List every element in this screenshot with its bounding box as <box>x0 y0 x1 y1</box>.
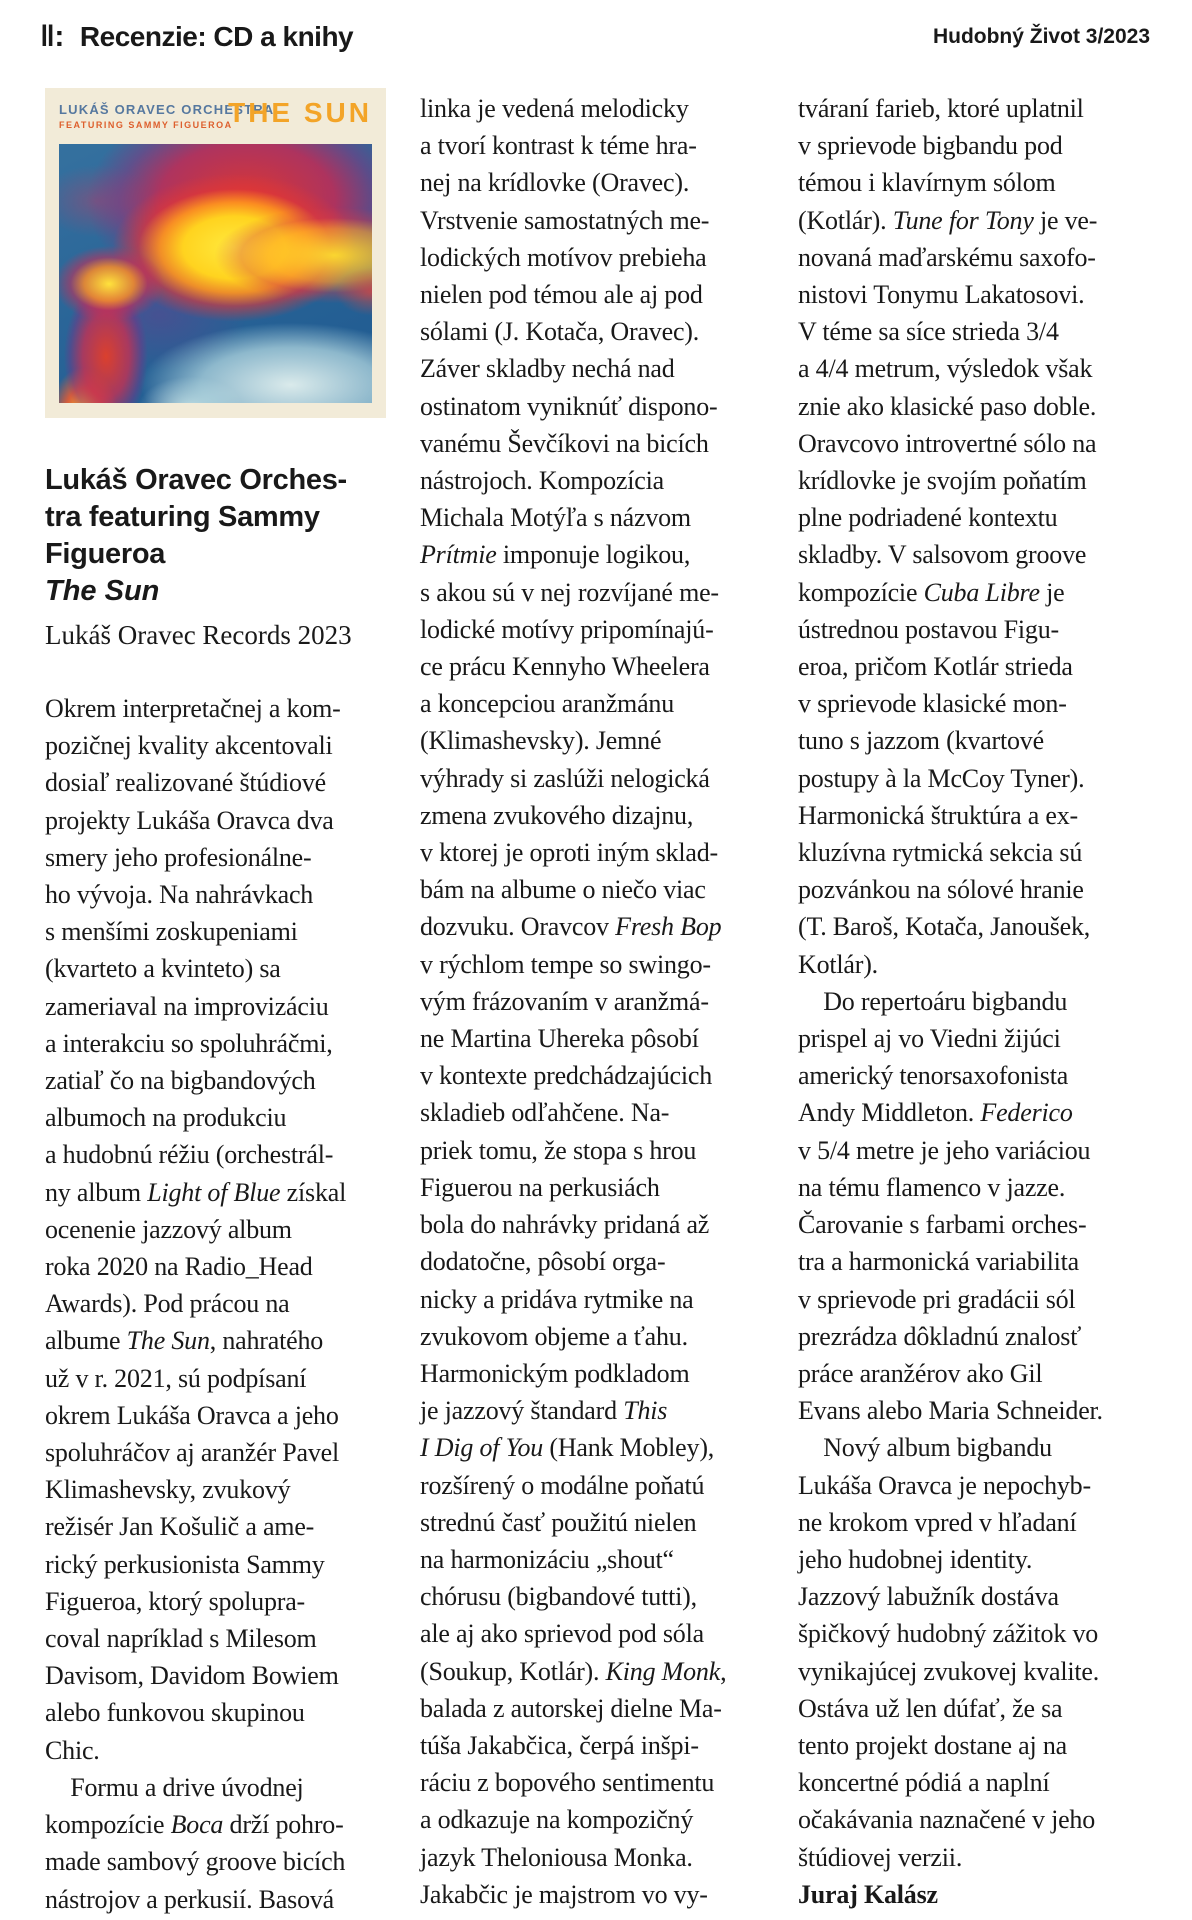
text-line: sólami (J. Kotača, Oravec). <box>420 317 700 347</box>
text-line: spoluhráčov aj aranžér Pavel <box>45 1438 339 1468</box>
text-line: v kontexte predchádzajúcich <box>420 1061 713 1091</box>
text-line: ráciu z bopového sentimentu <box>420 1768 715 1798</box>
text-line: na harmonizáciu „shout“ <box>420 1544 674 1574</box>
text-line: Davisom, Davidom Bowiem <box>45 1661 339 1691</box>
text-line: smery jeho profesionálne- <box>45 842 312 872</box>
text-line: na tému flamenco v jazze. <box>798 1172 1066 1202</box>
text-line: režisér Jan Košulič a ame- <box>45 1512 315 1542</box>
text-line: lodické motívy pripomínajú- <box>420 614 714 644</box>
text-line: špičkový hudobný zážitok vo <box>798 1619 1099 1649</box>
text-line: ocenenie jazzový album <box>45 1214 292 1244</box>
section-header <box>40 20 353 54</box>
text-line: dosiaľ realizované štúdiové <box>45 768 326 798</box>
text-line: bám na albume o niečo viac <box>420 875 706 905</box>
text-line: zatiaľ čo na bigbandových <box>45 1066 316 1096</box>
text-line: a odkazuje na kompozičný <box>420 1805 694 1835</box>
text-line: Michala Motýľa s názvom <box>420 503 691 533</box>
text-line: Figueroa <box>45 538 166 570</box>
text-line: (Kotlár). Tune for Tony je ve- <box>798 205 1098 235</box>
text-line: práce aranžérov ako Gil <box>798 1358 1043 1388</box>
text-line: očakávania naznačené v jeho <box>798 1805 1096 1835</box>
text-line: chórusu (bigbandové tutti), <box>420 1582 697 1612</box>
text-line: tra featuring Sammy <box>45 501 320 533</box>
album-cover <box>45 88 386 418</box>
text-line: Harmonická štruktúra a ex- <box>798 800 1078 830</box>
text-line: Nový album bigbandu <box>798 1433 1052 1463</box>
text-line: tváraní farieb, ktoré uplatnil <box>798 94 1084 123</box>
text-line: lodických motívov prebieha <box>420 242 707 272</box>
text-line: zmena zvukového dizajnu, <box>420 800 694 830</box>
text-line: Kotlár). <box>798 949 878 979</box>
text-line: krídlovke je svojím poňatím <box>798 466 1087 496</box>
section-title: Recenzie: CD a knihy <box>79 21 354 52</box>
text-line: ne krokom vpred v hľadaní <box>798 1507 1077 1537</box>
text-line: vým frázovaním v aranžmá- <box>420 986 709 1016</box>
text-line: ostinatom vyniknúť dispono- <box>420 391 718 421</box>
cover-thermal-photo <box>59 144 372 403</box>
text-line: Formu a drive úvodnej <box>45 1772 304 1802</box>
text-line: okrem Lukáša Oravca a jeho <box>45 1400 339 1430</box>
album-title: The Sun <box>45 575 160 607</box>
text-line: nástrojoch. Kompozícia <box>420 466 664 496</box>
text-line: kompozície Cuba Libre je <box>798 577 1065 607</box>
text-line: zameriaval na improvizáciu <box>45 991 329 1021</box>
text-line: nej na krídlovke (Oravec). <box>420 168 690 198</box>
text-line: a hudobnú réžiu (orchestrál- <box>45 1140 334 1170</box>
text-line: ale aj ako sprievod pod sóla <box>420 1619 704 1649</box>
text-line: témou i klavírnym sólom <box>798 168 1056 198</box>
text-line: Harmonickým podkladom <box>420 1358 690 1388</box>
text-line: skladby. V salsovom groove <box>798 540 1087 570</box>
text-column-2 <box>420 90 770 1913</box>
text-line: jazyk Theloniousa Monka. <box>420 1842 693 1872</box>
text-line: ne Martina Uhereka pôsobí <box>420 1024 699 1054</box>
text-line: kompozície Boca drží pohro- <box>45 1810 344 1840</box>
text-line: albume The Sun, nahratého <box>45 1326 324 1356</box>
cover-artist-name: LUKÁŠ ORAVEC ORCHESTRA <box>59 102 275 117</box>
text-line: Juraj Kalász <box>798 1879 938 1909</box>
text-line: (Soukup, Kotlár). King Monk, <box>420 1656 727 1686</box>
text-line: v sprievode klasické mon- <box>798 689 1067 719</box>
text-line: v rýchlom tempe so swingo- <box>420 949 711 979</box>
text-line: Chic. <box>45 1735 100 1765</box>
text-line: Evans alebo Maria Schneider. <box>798 1396 1103 1426</box>
text-line: tento projekt dostane aj na <box>798 1730 1067 1760</box>
text-line: vynikajúcej zvukovej kvalite. <box>798 1656 1100 1686</box>
text-line: ústrednou postavou Figu- <box>798 614 1059 644</box>
text-line: Okrem interpretačnej a kom- <box>45 694 341 723</box>
text-line: americký tenorsaxofonista <box>798 1061 1069 1091</box>
text-line: a 4/4 metrum, výsledok však <box>798 354 1093 384</box>
text-line: Figuerou na perkusiách <box>420 1172 660 1202</box>
text-line: ce prácu Kennyho Wheelera <box>420 652 710 682</box>
text-line: nistovi Tonymu Lakatosovi. <box>798 280 1085 310</box>
text-line: Figueroa, ktorý spolupra- <box>45 1586 306 1616</box>
text-line: Vrstvenie samostatných me- <box>420 205 710 235</box>
text-line: tuno s jazzom (kvartové <box>798 726 1044 756</box>
text-line: Andy Middleton. Federico <box>798 1098 1073 1128</box>
text-line: balada z autorskej dielne Ma- <box>420 1693 722 1723</box>
text-line: Prítmie imponuje logikou, <box>420 540 691 570</box>
text-line: Do repertoáru bigbandu <box>798 986 1068 1016</box>
text-line: strednú časť použitú nielen <box>420 1507 697 1537</box>
text-line: nielen pod témou ale aj pod <box>420 280 703 310</box>
text-line: túša Jakabčica, čerpá inšpi- <box>420 1730 699 1760</box>
text-line: novaná maďarskému saxofo- <box>798 242 1096 272</box>
text-line: V téme sa síce strieda 3/4 <box>798 317 1059 347</box>
text-line: albumoch na produkciu <box>45 1103 287 1133</box>
text-line: prispel aj vo Viedni žijúci <box>798 1024 1061 1054</box>
text-line: Lukáša Oravca je nepochyb- <box>798 1470 1091 1500</box>
text-line: jeho hudobnej identity. <box>798 1544 1033 1574</box>
text-line: rozšírený o modálne poňatú <box>420 1470 705 1500</box>
text-line: rický perkusionista Sammy <box>45 1549 325 1579</box>
text-line: a tvorí kontrast k téme hra- <box>420 131 697 161</box>
text-line: prezrádza dôkladnú znalosť <box>798 1321 1082 1351</box>
text-line: Klimashevsky, zvukový <box>45 1475 291 1505</box>
text-column-1 <box>45 690 395 1918</box>
text-line: bola do nahrávky pridaná až <box>420 1210 710 1240</box>
text-line: tra a harmonická variabilita <box>798 1247 1079 1277</box>
issue-title: Hudobný Život 3/2023 <box>932 25 1150 48</box>
text-line: znie ako klasické paso doble. <box>798 391 1097 421</box>
text-line: a interakciu so spoluhráčmi, <box>45 1028 333 1058</box>
text-line: zvukovom objeme a ťahu. <box>420 1321 688 1351</box>
text-line: Oravcovo introvertné sólo na <box>798 428 1097 458</box>
text-line: linka je vedená melodicky <box>420 94 689 123</box>
text-line: s akou sú v nej rozvíjané me- <box>420 577 719 607</box>
text-line: projekty Lukáša Oravca dva <box>45 805 334 835</box>
text-line: (kvarteto a kvinteto) sa <box>45 954 281 984</box>
text-line: koncertné pódiá a naplní <box>798 1768 1050 1798</box>
text-line: eroa, pričom Kotlár strieda <box>798 652 1073 682</box>
text-column-3 <box>798 90 1148 1913</box>
text-line: výhrady si zaslúži nelogická <box>420 763 710 793</box>
text-line: (Klimashevsky). Jemné <box>420 726 662 756</box>
text-line: plne podriadené kontextu <box>798 503 1058 533</box>
text-line: postupy à la McCoy Tyner). <box>798 763 1085 793</box>
cover-featuring: FEATURING SAMMY FIGUEROA <box>59 120 233 130</box>
text-line: vanému Ševčíkovi na bicích <box>420 428 709 458</box>
text-line: v sprievode pri gradácii sól <box>798 1284 1076 1314</box>
text-line: je jazzový štandard This <box>420 1396 668 1426</box>
text-line: v 5/4 metre je jeho variáciou <box>798 1135 1091 1165</box>
text-line: pozičnej kvality akcentovali <box>45 731 333 761</box>
text-line: I Dig of You (Hank Mobley), <box>420 1433 715 1463</box>
artist-heading <box>45 462 395 573</box>
text-line: s menšími zoskupeniami <box>45 917 298 947</box>
record-label-year: Lukáš Oravec Records 2023 <box>45 620 352 650</box>
text-line: ny album Light of Blue získal <box>45 1177 347 1207</box>
cover-album-title: THE SUN <box>228 97 372 128</box>
text-line: made sambový groove bicích <box>45 1847 346 1877</box>
text-line: a koncepciou aranžmánu <box>420 689 675 719</box>
text-line: priek tomu, že stopa s hrou <box>420 1135 697 1165</box>
repeat-sign-logo: ‖: <box>40 20 64 53</box>
text-line: Awards). Pod prácou na <box>45 1289 290 1319</box>
text-line: v sprievode bigbandu pod <box>798 131 1063 161</box>
text-line: nástrojov a perkusií. Basová <box>45 1884 335 1914</box>
text-line: Záver skladby nechá nad <box>420 354 675 384</box>
text-line: Jazzový labužník dostáva <box>798 1582 1059 1612</box>
text-line: ho vývoja. Na nahrávkach <box>45 880 314 910</box>
text-line: už v r. 2021, sú podpísaní <box>45 1363 307 1393</box>
text-line: roka 2020 na Radio_Head <box>45 1252 313 1282</box>
review-heading <box>45 462 395 655</box>
text-line: skladieb odľahčene. Na- <box>420 1098 670 1128</box>
text-line: Jakabčic je majstrom vo vy- <box>420 1879 708 1909</box>
text-line: pozvánkou na sólové hranie <box>798 875 1084 905</box>
text-line: Čarovanie s farbami orches- <box>798 1210 1087 1240</box>
text-line: štúdiovej verzii. <box>798 1842 963 1872</box>
text-line: nicky a pridáva rytmike na <box>420 1284 694 1314</box>
text-line: alebo funkovou skupinou <box>45 1698 305 1728</box>
text-line: (T. Baroš, Kotača, Janoušek, <box>798 912 1091 942</box>
text-line: coval napríklad s Milesom <box>45 1624 317 1654</box>
text-line: dodatočne, pôsobí orga- <box>420 1247 666 1277</box>
text-line: v ktorej je oproti iným sklad- <box>420 838 719 868</box>
text-line: kluzívna rytmická sekcia sú <box>798 838 1083 868</box>
text-line: Ostáva už len dúfať, že sa <box>798 1693 1063 1723</box>
text-line: dozvuku. Oravcov Fresh Bop <box>420 912 722 942</box>
text-line: Lukáš Oravec Orches- <box>45 464 347 496</box>
